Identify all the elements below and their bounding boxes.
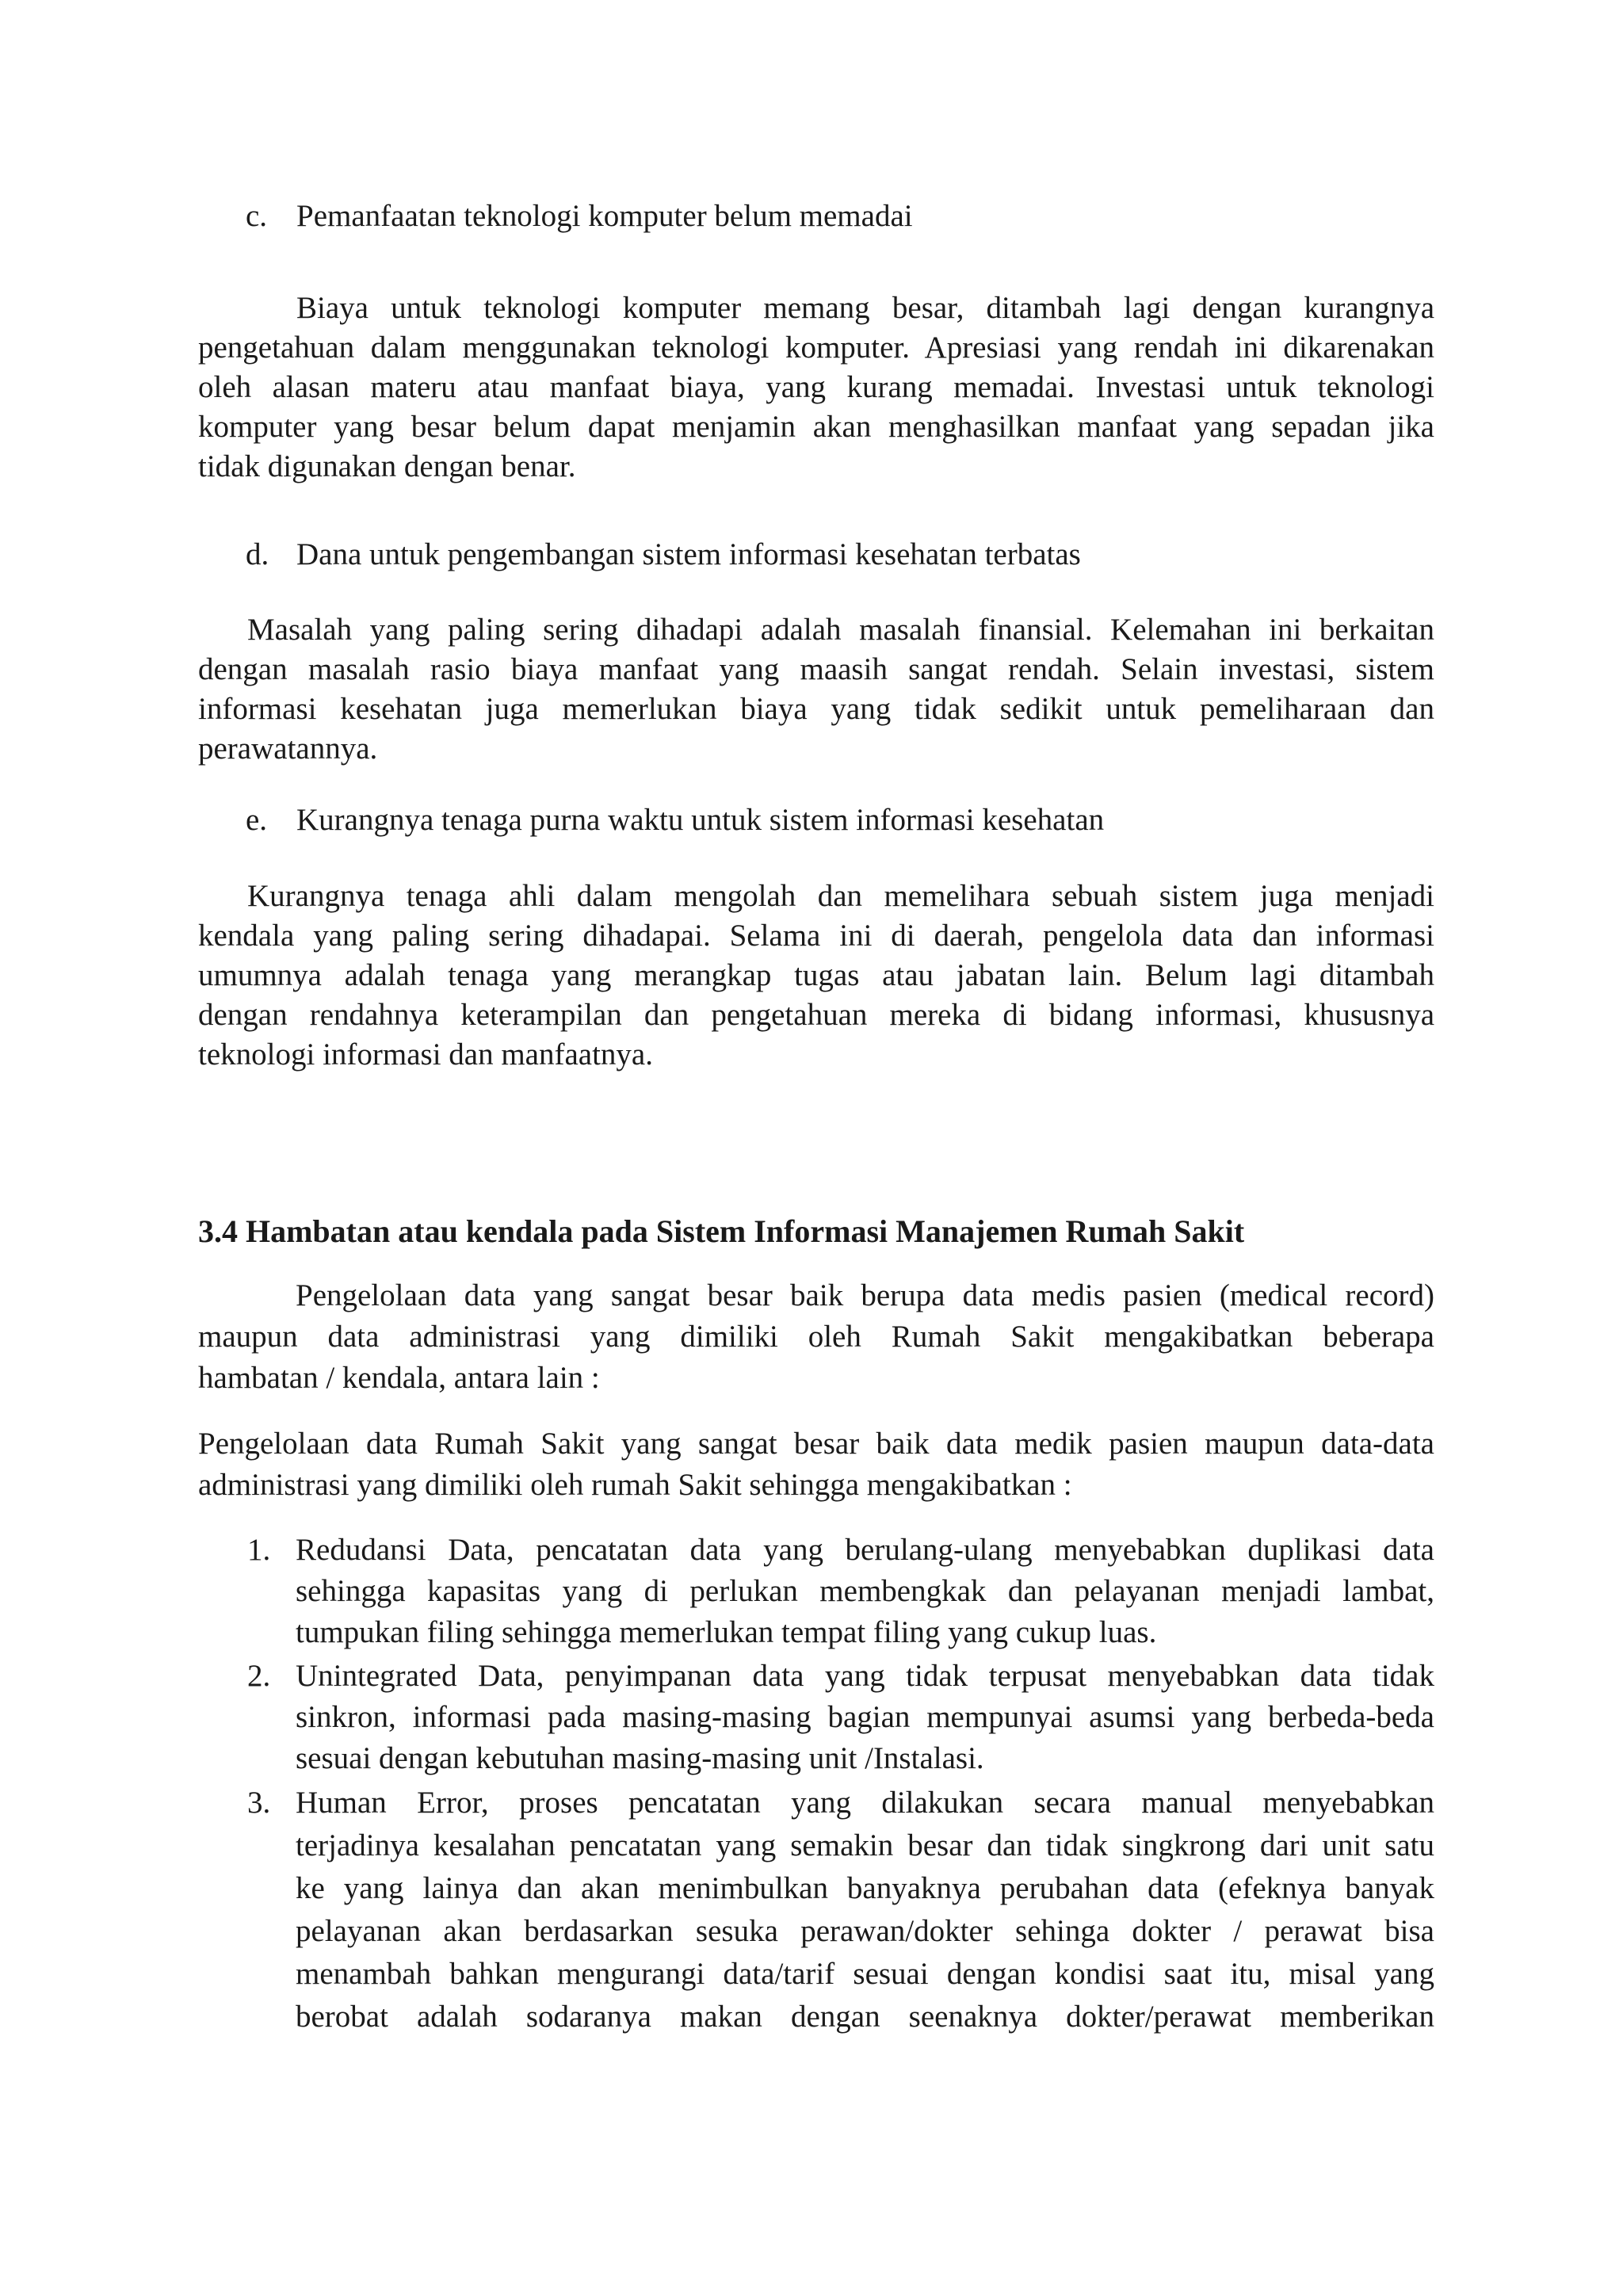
list-marker: 3. [247, 1786, 271, 1820]
subheading-e [246, 800, 1104, 840]
subheading-title: Kurangnya tenaga purna waktu untuk sistem informasi kesehatan [296, 803, 1105, 837]
paragraph-line: perawatannya. [198, 732, 378, 766]
paragraph-line: dengan masalah rasio biaya manfaat yang maasih sangat rendah. Selain investasi, sistem [198, 652, 1434, 686]
subheading-title: Dana untuk pengembangan sistem informasi kesehatan terbatas [296, 537, 1081, 571]
list-item-line: Redudansi Data, pencatatan data yang berulang-ulang menyebabkan duplikasi data [296, 1533, 1434, 1567]
paragraph-line: informasi kesehatan juga memerlukan biaya yang tidak sedikit untuk pemeliharaan dan [198, 692, 1434, 726]
paragraph-line: Biaya untuk teknologi komputer memang besar, ditambah lagi dengan kurangnya [296, 291, 1434, 325]
paragraph-line: pengetahuan dalam menggunakan teknologi komputer. Apresiasi yang rendah ini dikarenakan [198, 330, 1434, 365]
list-marker: 2. [247, 1659, 271, 1693]
subheading-marker: e. [246, 803, 268, 837]
subheading-title: Pemanfaatan teknologi komputer belum memadai [296, 199, 913, 233]
subheading-marker: c. [246, 199, 268, 233]
paragraph-line: kendala yang paling sering dihadapai. Selama ini di daerah, pengelola data dan informasi [198, 919, 1434, 953]
list-item-line: berobat adalah sodaranya makan dengan seenaknya dokter/perawat memberikan [296, 2000, 1434, 2034]
paragraph-line: maupun data administrasi yang dimiliki oleh Rumah Sakit mengakibatkan beberapa [198, 1320, 1434, 1354]
list-item-line: terjadinya kesalahan pencatatan yang semakin besar dan tidak singkrong dari unit satu [296, 1828, 1434, 1862]
subheading-d [246, 535, 1081, 575]
list-item-line: sinkron, informasi pada masing-masing bagian mempunyai asumsi yang berbeda-beda [296, 1700, 1434, 1734]
paragraph-line: oleh alasan materu atau manfaat biaya, yang kurang memadai. Investasi untuk teknologi [198, 370, 1434, 404]
list-marker: 1. [247, 1533, 271, 1567]
paragraph-line: Masalah yang paling sering dihadapi adalah masalah finansial. Kelemahan ini berkaitan [247, 613, 1434, 647]
paragraph-line: Pengelolaan data Rumah Sakit yang sangat besar baik data medik pasien maupun data-data [198, 1427, 1434, 1461]
paragraph-line: Pengelolaan data yang sangat besar baik berupa data medis pasien (medical record) [296, 1278, 1434, 1312]
list-item-line: sehingga kapasitas yang di perlukan membengkak dan pelayanan menjadi lambat, [296, 1574, 1434, 1608]
subheading-c [246, 197, 913, 236]
paragraph-line: teknologi informasi dan manfaatnya. [198, 1037, 653, 1072]
subheading-marker: d. [246, 537, 269, 571]
list-item-line: sesuai dengan kebutuhan masing-masing unit /Instalasi. [296, 1741, 984, 1775]
paragraph-line: administrasi yang dimiliki oleh rumah Sakit sehingga mengakibatkan : [198, 1468, 1072, 1502]
list-item-line: menambah bahkan mengurangi data/tarif sesuai dengan kondisi saat itu, misal yang [296, 1957, 1434, 1991]
list-item-line: Human Error, proses pencatatan yang dilakukan secara manual menyebabkan [296, 1786, 1434, 1820]
paragraph-line: komputer yang besar belum dapat menjamin akan menghasilkan manfaat yang sepadan jika [198, 410, 1434, 444]
paragraph-line: tidak digunakan dengan benar. [198, 449, 576, 483]
list-item-line: ke yang lainya dan akan menimbulkan banyaknya perubahan data (efeknya banyak [296, 1871, 1434, 1905]
list-item-line: pelayanan akan berdasarkan sesuka perawan/dokter sehinga dokter / perawat bisa [296, 1914, 1434, 1948]
paragraph-line: Kurangnya tenaga ahli dalam mengolah dan memelihara sebuah sistem juga menjadi [247, 879, 1434, 913]
list-item-line: tumpukan filing sehingga memerlukan tempat filing yang cukup luas. [296, 1615, 1157, 1649]
list-item-line: Unintegrated Data, penyimpanan data yang tidak terpusat menyebabkan data tidak [296, 1659, 1434, 1693]
paragraph-line: umumnya adalah tenaga yang merangkap tugas atau jabatan lain. Belum lagi ditambah [198, 958, 1434, 992]
paragraph-line: hambatan / kendala, antara lain : [198, 1361, 600, 1395]
paragraph-line: dengan rendahnya keterampilan dan pengetahuan mereka di bidang informasi, khususnya [198, 998, 1434, 1032]
section-heading: 3.4 Hambatan atau kendala pada Sistem Informasi Manajemen Rumah Sakit [198, 1213, 1245, 1249]
